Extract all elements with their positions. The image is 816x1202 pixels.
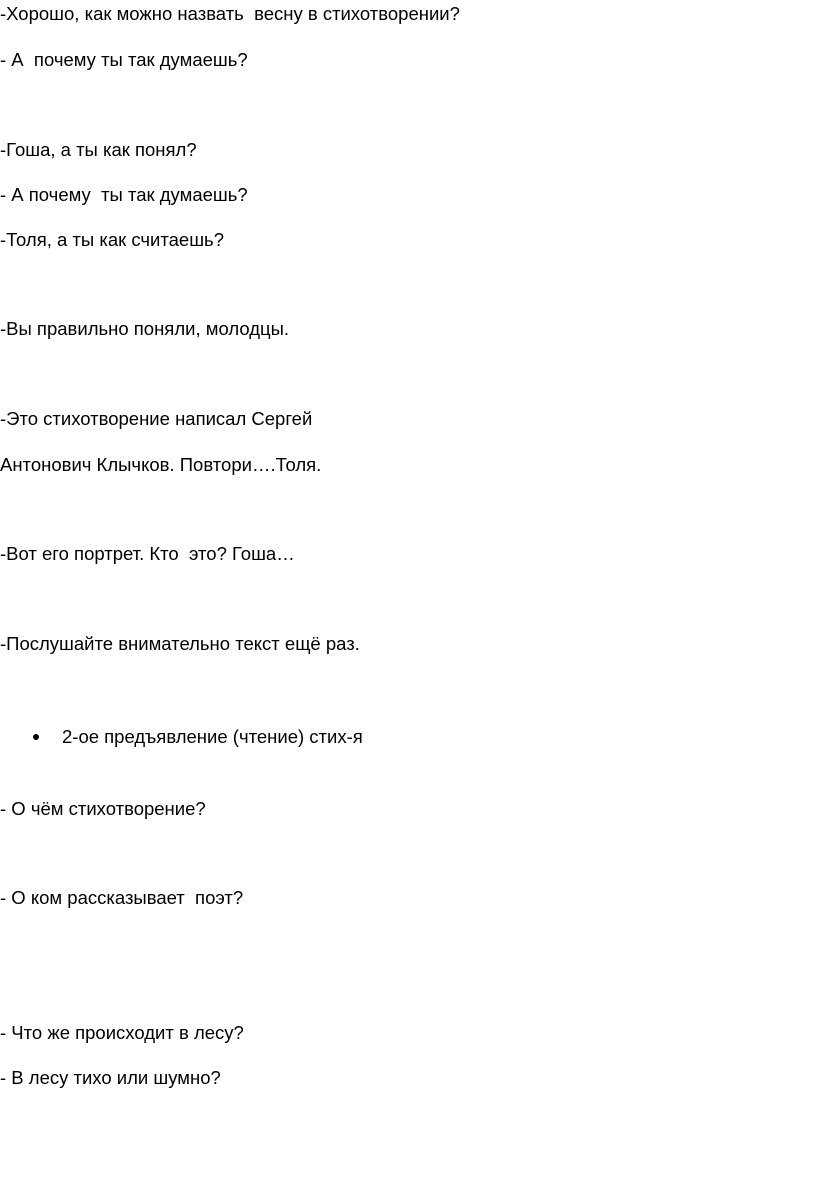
text-line: -Толя, а ты как считаешь? [0, 229, 224, 250]
text-line: Антонович Клычков. Повтори….Толя. [0, 454, 322, 475]
text-line: - В лесу тихо или шумно? [0, 1067, 221, 1088]
text-line: - А почему ты так думаешь? [0, 49, 248, 70]
bullet-icon [33, 734, 39, 740]
text-line: -Вы правильно поняли, молодцы. [0, 318, 290, 339]
text-line: - Что же происходит в лесу? [0, 1022, 244, 1043]
text-line: -Гоша, а ты как понял? [0, 139, 197, 160]
text-line: -Вот его портрет. Кто это? Гоша… [0, 543, 295, 564]
text-line: -Хорошо, как можно назвать весну в стихотворении? [0, 3, 460, 24]
text-line: -Послушайте внимательно текст ещё раз. [0, 633, 360, 654]
text-line: - О ком рассказывает поэт? [0, 887, 244, 908]
text-line: -Это стихотворение написал Сергей [0, 408, 313, 429]
bullet-item-text: 2-ое предъявление (чтение) стих-я [62, 726, 363, 747]
bullet-list-item [0, 726, 816, 748]
text-line: - А почему ты так думаешь? [0, 184, 248, 205]
text-line: - О чём стихотворение? [0, 798, 206, 819]
